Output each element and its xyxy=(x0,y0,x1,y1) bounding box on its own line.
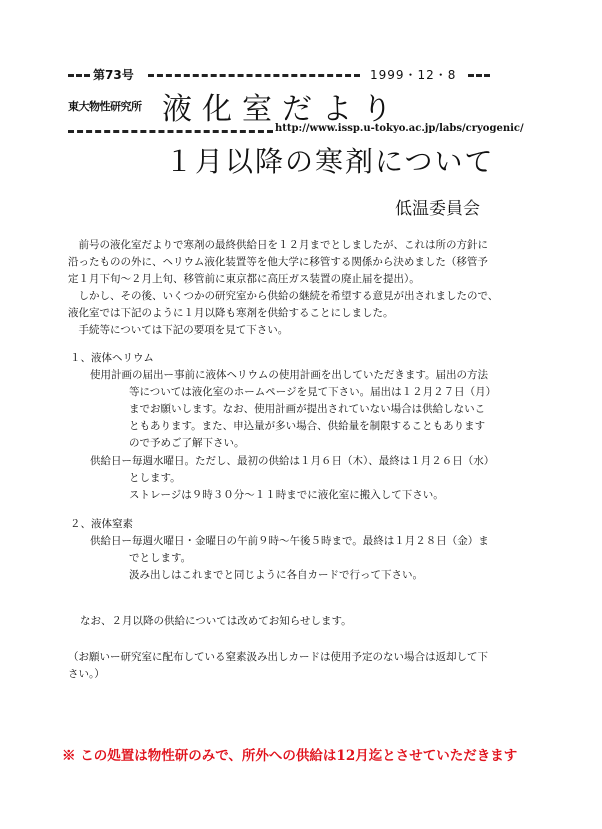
section-line: 供給日ー毎週火曜日・金曜日の午前９時～午後５時まで。最終は１月２８日（金）ま xyxy=(90,535,489,547)
section-line: 汲み出しはこれまでと同じように各自カードで行って下さい。 xyxy=(129,569,423,581)
section-line: ストレージは９時３０分～１１時までに液化室に搬入して下さい。 xyxy=(129,489,444,501)
url-dash-left xyxy=(68,130,273,133)
institute-name: 東大物性研究所 xyxy=(68,100,142,113)
section-line: ともあります。また、申込量が多い場合、供給量を制限することもあります xyxy=(129,420,486,432)
header-dash-right xyxy=(468,74,490,77)
intro-line: 手続等については下記の要項を見て下さい。 xyxy=(68,324,289,336)
intro-line: しかし、その後、いくつかの研究室から供給の継続を希望する意見が出されましたので、 xyxy=(68,290,499,302)
section-line: 使用計画の届出ー事前に液体ヘリウムの使用計画を出していただきます。届出の方法 xyxy=(90,369,489,381)
header-dash-middle xyxy=(148,74,360,77)
intro-line: 液化室では下記のように１月以降も寒剤を供給することにしました。 xyxy=(68,307,394,319)
article-author: 低温委員会 xyxy=(395,199,480,219)
section-line: 等については液化室のホームページを見て下さい。届出は１２月２７日（月） xyxy=(129,386,497,398)
request-note: さい。） xyxy=(68,668,105,680)
header-dash-left xyxy=(68,74,90,77)
issue-date: 1999・12・8 xyxy=(370,68,457,82)
section-line: でとします。 xyxy=(129,552,192,564)
section-line: 供給日ー毎週水曜日。ただし、最初の供給は１月６日（木）、最終は１月２６日（水） xyxy=(90,455,495,467)
issue-number: 第73号 xyxy=(93,68,134,82)
newsletter-url: http://www.issp.u-tokyo.ac.jp/labs/cryogenic/ xyxy=(275,123,524,134)
article-title: １月以降の寒剤について xyxy=(165,145,495,178)
section-heading: １、液体ヘリウム xyxy=(70,352,154,364)
section-line: までお願いします。なお、使用計画が提出されていない場合は供給しないこ xyxy=(129,403,486,415)
section-line: とします。 xyxy=(129,472,181,484)
supply-notice: ※ この処置は物性研のみで、所外への供給は12月迄とさせていただきます xyxy=(62,748,518,764)
section-line: ので予めご了解下さい。 xyxy=(129,437,245,449)
section-heading: ２、液体窒素 xyxy=(70,518,133,530)
newsletter-name: 液化室だより xyxy=(162,92,402,127)
intro-line: 沿ったものの外に、ヘリウム液化装置等を他大学に移管する関係から決めました（移管予 xyxy=(68,256,488,268)
closing-text: なお、２月以降の供給については改めてお知らせします。 xyxy=(80,615,352,627)
request-note: （お願いー研究室に配布している窒素汲み出しカードは使用予定のない場合は返却して下 xyxy=(68,651,488,663)
intro-line: 定１月下旬～２月上旬、移管前に東京都に高圧ガス装置の廃止届を提出）。 xyxy=(68,273,420,285)
intro-line: 前号の液化室だよりで寒剤の最終供給日を１２月までとしましたが、これは所の方針に xyxy=(68,239,488,251)
